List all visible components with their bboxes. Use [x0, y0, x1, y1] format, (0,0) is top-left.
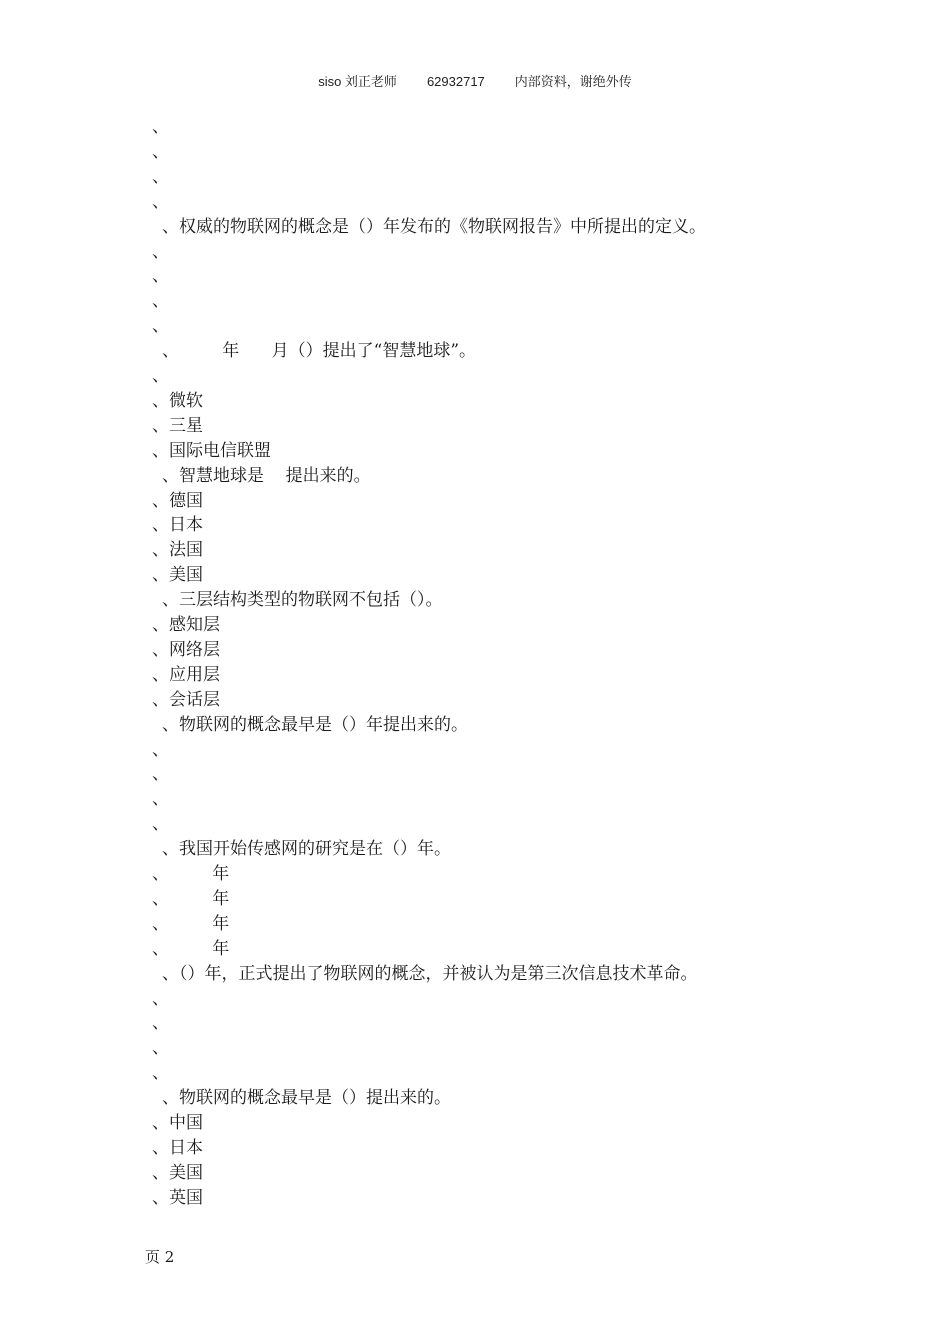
page-number: 页 2: [145, 1248, 175, 1266]
answer-option: 、 年: [152, 864, 230, 884]
answer-option: 、: [152, 1038, 169, 1059]
answer-option: 、: [152, 1063, 169, 1084]
answer-option: 、中国: [152, 1113, 203, 1133]
question-text: 、三层结构类型的物联网不包括（）。: [162, 590, 443, 611]
answer-option: 、: [152, 814, 169, 835]
answer-option: 、: [152, 141, 169, 162]
question-text: 、 年 月（）提出了“智慧地球”。: [162, 341, 477, 362]
answer-option: 、网络层: [152, 639, 220, 660]
answer-option: 、: [152, 764, 169, 785]
question-text: 、我国开始传感网的研究是在（）年。: [162, 839, 451, 860]
answer-option: 、美国: [152, 1162, 203, 1183]
question-text: 、物联网的概念最早是（）提出来的。: [162, 1088, 451, 1109]
header-phone: 62932717: [426, 74, 485, 89]
answer-option: 、: [152, 266, 169, 287]
answer-option: 、应用层: [152, 664, 220, 685]
answer-option: 、微软: [152, 390, 203, 411]
header-notice: 内部资料，谢绝外传: [514, 74, 632, 89]
answer-option: 、: [152, 366, 169, 386]
header-author: siso 刘正老师: [318, 74, 397, 89]
question-text: 、智慧地球是 提出来的。: [162, 465, 371, 486]
answer-option: 、: [152, 316, 169, 337]
answer-option: 、: [152, 241, 169, 262]
answer-option: 、: [152, 166, 169, 187]
answer-option: 、法国: [152, 540, 203, 561]
answer-option: 、日本: [152, 515, 203, 536]
question-text: 、物联网的概念最早是（）年提出来的。: [162, 714, 468, 735]
answer-option: 、: [152, 117, 169, 137]
answer-option: 、 年: [152, 888, 230, 909]
answer-option: 、: [152, 291, 169, 312]
question-text: 、权威的物联网的概念是（）年发布的《物联网报告》中所提出的定义。: [162, 216, 706, 237]
answer-option: 、 年: [152, 913, 230, 934]
page-header: [0, 71, 950, 90]
answer-option: 、: [152, 988, 169, 1009]
answer-option: 、国际电信联盟: [152, 440, 271, 461]
answer-option: 、日本: [152, 1137, 203, 1158]
answer-option: 、: [152, 1013, 169, 1034]
answer-option: 、英国: [152, 1187, 203, 1208]
answer-option: 、: [152, 739, 169, 760]
answer-option: 、会话层: [152, 689, 220, 710]
question-text: 、（）年，正式提出了物联网的概念，并被认为是第三次信息技术革命。: [162, 963, 698, 984]
answer-option: 、三星: [152, 415, 203, 436]
answer-option: 、: [152, 191, 169, 212]
answer-option: 、: [152, 789, 169, 810]
answer-option: 、感知层: [152, 615, 220, 635]
answer-option: 、德国: [152, 490, 203, 511]
answer-option: 、美国: [152, 565, 203, 586]
answer-option: 、 年: [152, 938, 230, 959]
